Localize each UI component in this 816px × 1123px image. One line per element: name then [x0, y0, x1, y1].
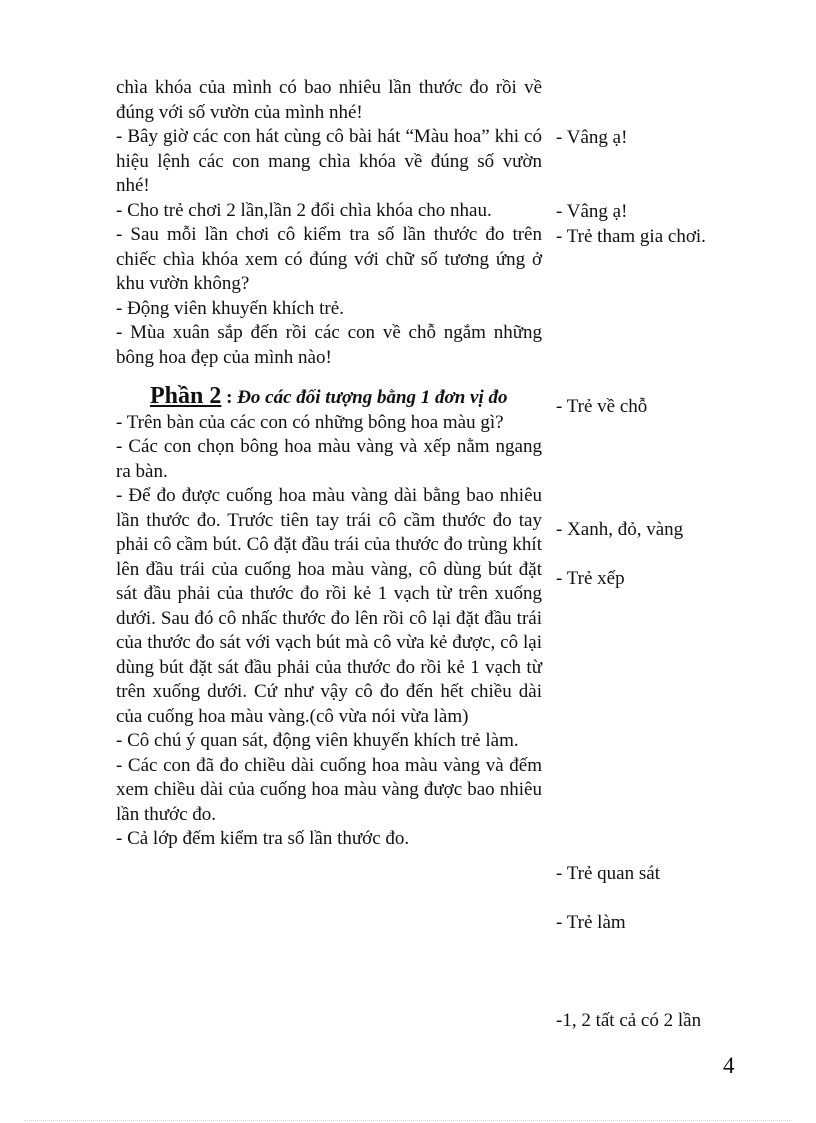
- page-number: 4: [723, 1053, 735, 1078]
- paragraph-key-count: chìa khóa của mình có bao nhiêu lần thước đo rồi về đúng với số vườn của mình nhé!: [116, 77, 542, 123]
- paragraph-sing-song: - Bây giờ các con hát cùng cô bài hát “Màu hoa” khi có hiệu lệnh các con mang chìa khóa về đúng số vườn nhé!: [116, 126, 542, 196]
- section-colon: :: [221, 387, 238, 408]
- paragraph-return-seats: - Mùa xuân sắp đến rồi các con về chỗ ngắm những bông hoa đẹp của mình nào!: [116, 322, 542, 368]
- paragraph-encourage: - Động viên khuyến khích trẻ.: [116, 297, 344, 319]
- response-yes-1: - Vâng ạ!: [556, 127, 628, 148]
- paragraph-flower-colors: - Trên bàn của các con có những bông hoa màu gì?: [116, 411, 504, 433]
- response-yes-2: - Vâng ạ!: [556, 201, 628, 222]
- response-return-seat: - Trẻ về chỗ: [556, 396, 648, 417]
- section-heading: [116, 384, 542, 411]
- response-count: -1, 2 tất cả có 2 lần: [556, 1010, 702, 1031]
- section-title: Đo các đối tượng bằng 1 đơn vị đo: [237, 387, 508, 408]
- teacher-activities-column: [116, 76, 542, 852]
- section-number: Phần 2: [150, 383, 222, 409]
- paragraph-play-twice: - Cho trẻ chơi 2 lần,lần 2 đổi chìa khóa cho nhau.: [116, 199, 492, 221]
- paragraph-measure-demo: - Để đo được cuống hoa màu vàng dài bằng bao nhiêu lần thước đo. Trước tiên tay trái cô cầm thước đo tay phải cô cầm bút. Cô đặt đầu trái của thước đo trùng khít lên đầu trái của cuống hoa màu vàng, cô dùng bút đặt sát đầu phải của thước đo rồi kẻ 1 vạch từ trên xuống dưới. Sau đó cô nhấc thước đo lên rồi cô lại đặt đầu trái của thước đo sát với vạch bút mà cô vừa kẻ được, cô lại dùng bút đặt sát đầu phải của thước đo rồi kẻ 1 vạch từ trên xuống dưới. Cứ như vậy cô đo đến hết chiều dài của cuống hoa màu vàng.(cô vừa nói vừa làm): [116, 485, 542, 727]
- paragraph-observe: - Cô chú ý quan sát, động viên khuyến khích trẻ làm.: [116, 730, 519, 751]
- response-do: - Trẻ làm: [556, 912, 626, 933]
- response-observe: - Trẻ quan sát: [556, 863, 660, 884]
- page-bottom-divider: [24, 1120, 792, 1121]
- paragraph-check-count: - Sau mỗi lần chơi cô kiểm tra số lần thước đo trên chiếc chìa khóa xem có đúng với chữ số tương ứng ở khu vườn không?: [116, 224, 542, 294]
- response-colors: - Xanh, đỏ, vàng: [556, 519, 684, 540]
- paragraph-class-count: - Cả lớp đếm kiểm tra số lần thước đo.: [116, 828, 410, 849]
- response-arrange: - Trẻ xếp: [556, 568, 625, 589]
- paragraph-children-measure: - Các con đã đo chiều dài cuống hoa màu vàng và đếm xem chiều dài của cuống hoa màu vàng được bao nhiêu lần thước đo.: [116, 754, 542, 825]
- response-join-game: - Trẻ tham gia chơi.: [556, 226, 706, 247]
- paragraph-arrange-flower: - Các con chọn bông hoa màu vàng và xếp nằm ngang ra bàn.: [116, 436, 542, 482]
